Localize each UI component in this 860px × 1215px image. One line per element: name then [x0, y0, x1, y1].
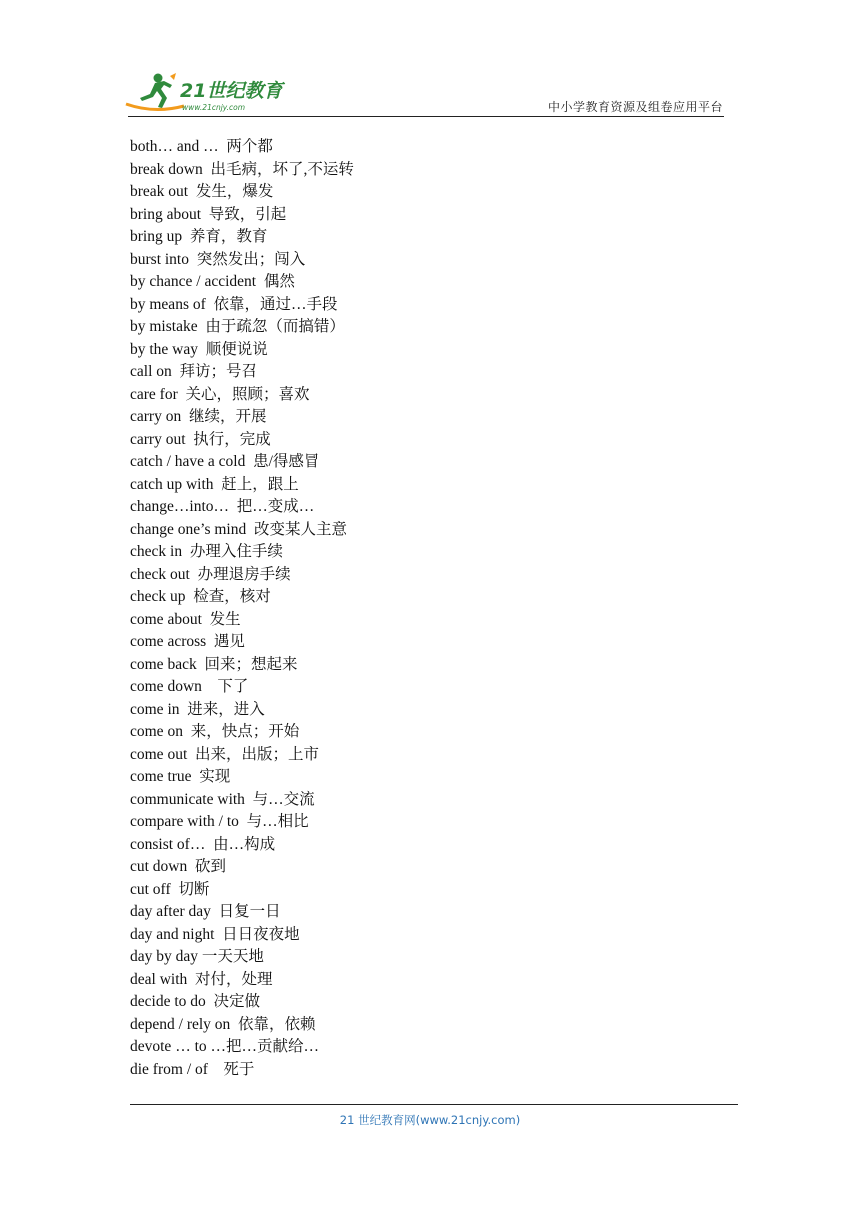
- phrase-entry: consist of… 由…构成: [130, 835, 276, 853]
- phrase-entry: come back 回来；想起来: [130, 655, 298, 673]
- phrase-entry: devote … to …把…贡献给…: [130, 1038, 319, 1055]
- phrase-entry: both… and … 两个都: [130, 138, 273, 155]
- svg-text:www.21cnjy.com: www.21cnjy.com: [182, 103, 246, 112]
- phrase-entry: die from / of 死于: [130, 1060, 255, 1078]
- phrase-entry: come down 下了: [130, 678, 249, 695]
- phrase-entry: carry out 执行，完成: [130, 430, 271, 448]
- phrase-entry: bring about 导致，引起: [130, 205, 287, 223]
- phrase-entry: compare with / to 与…相比: [130, 813, 309, 830]
- phrase-entry: come on 来，快点；开始: [130, 723, 300, 740]
- header-divider: [128, 116, 724, 117]
- phrase-entry: by the way 顺便说说: [130, 340, 268, 358]
- phrase-entry: check in 办理入住手续: [130, 543, 283, 560]
- phrase-list: [130, 136, 730, 1081]
- phrase-entry: break down 出毛病，坏了,不运转: [130, 160, 354, 178]
- phrase-entry: call on 拜访；号召: [130, 363, 257, 380]
- phrase-entry: by means of 依靠，通过…手段: [130, 295, 338, 313]
- phrase-entry: change one’s mind 改变某人主意: [130, 520, 347, 538]
- phrase-entry: decide to do 决定做: [130, 993, 261, 1010]
- phrase-entry: change…into… 把…变成…: [130, 498, 315, 515]
- phrase-entry: day and night 日日夜夜地: [130, 925, 300, 943]
- phrase-entry: by chance / accident 偶然: [130, 273, 295, 290]
- phrase-entry: day by day 一天天地: [130, 948, 264, 965]
- phrase-entry: day after day 日复一日: [130, 903, 281, 920]
- running-figure-logo-icon: [124, 70, 294, 115]
- phrase-entry: break out 发生，爆发: [130, 183, 274, 200]
- phrase-entry: catch up with 赶上，跟上: [130, 475, 299, 493]
- phrase-entry: come true 实现: [130, 768, 231, 785]
- phrase-entry: burst into 突然发出；闯入: [130, 250, 306, 268]
- footer-text: 21 世纪教育网(www.21cnjy.com): [339, 1113, 521, 1127]
- platform-title: 中小学教育资源及组卷应用平台: [547, 100, 723, 114]
- phrase-entry: by mistake 由于疏忽（而搞错）: [130, 318, 345, 335]
- phrase-entry: deal with 对付，处理: [130, 970, 273, 988]
- phrase-entry: carry on 继续，开展: [130, 408, 267, 425]
- phrase-entry: check up 检查，核对: [130, 588, 271, 605]
- phrase-entry: come in 进来，进入: [130, 700, 265, 718]
- phrase-entry: bring up 养育，教育: [130, 228, 268, 245]
- phrase-entry: check out 办理退房手续: [130, 565, 291, 583]
- phrase-entry: cut off 切断: [130, 880, 210, 898]
- phrase-entry: depend / rely on 依靠，依赖: [130, 1015, 316, 1033]
- phrase-entry: cut down 砍到: [130, 858, 227, 875]
- phrase-entry: come across 遇见: [130, 633, 245, 650]
- phrase-entry: come about 发生: [130, 610, 241, 628]
- site-logo: [124, 70, 294, 115]
- phrase-entry: care for 关心，照顾；喜欢: [130, 385, 310, 403]
- phrase-entry: come out 出来，出版；上市: [130, 745, 319, 763]
- phrase-entry: catch / have a cold 患/得感冒: [130, 453, 320, 470]
- phrase-entry: communicate with 与…交流: [130, 790, 315, 808]
- page-header: [0, 0, 860, 120]
- footer-divider: [130, 1104, 738, 1105]
- svg-text:21世纪教育: 21世纪教育: [180, 80, 283, 102]
